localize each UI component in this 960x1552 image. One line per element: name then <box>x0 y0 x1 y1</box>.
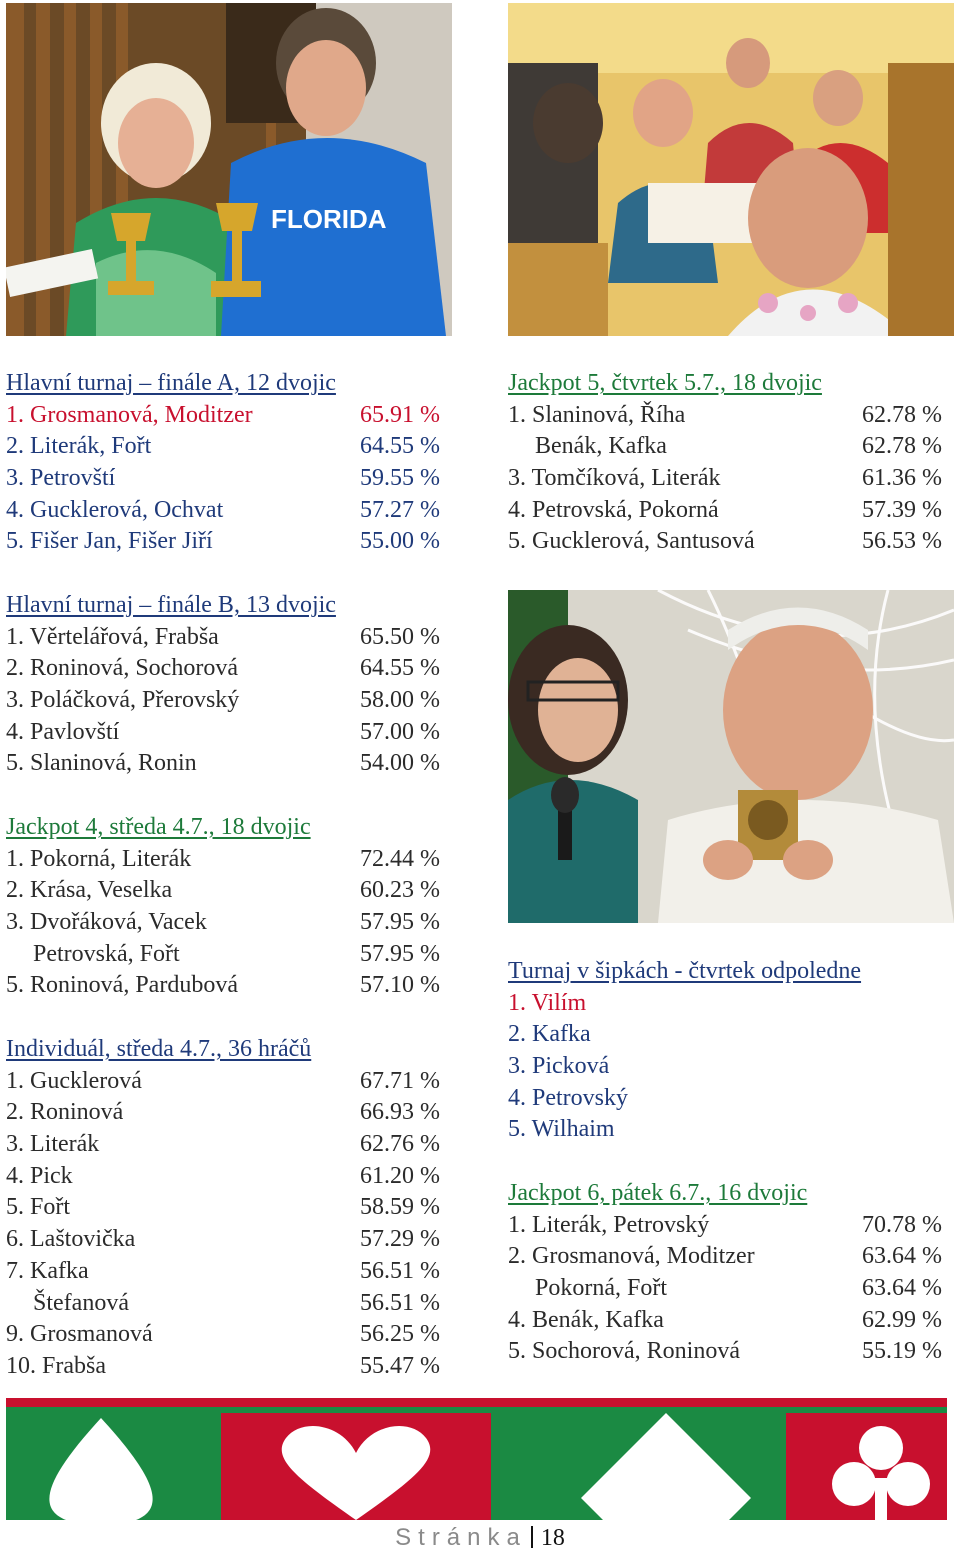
score-percent: 61.20 % <box>360 1162 440 1189</box>
score-percent: 62.99 % <box>862 1306 942 1333</box>
results-jackpot-6 <box>508 1178 956 1368</box>
pair-name: 5. Sochorová, Roninová <box>508 1338 740 1365</box>
svg-text:FLORIDA: FLORIDA <box>271 204 387 234</box>
result-row <box>6 1129 454 1161</box>
pair-name: 2. Krása, Veselka <box>6 877 173 904</box>
score-percent: 57.39 % <box>862 496 942 523</box>
score-percent: 57.00 % <box>360 718 440 745</box>
player-name: Štefanová <box>33 1289 129 1316</box>
player-name: 4. Pick <box>6 1162 73 1189</box>
score-percent: 64.55 % <box>360 433 440 460</box>
separator <box>531 1526 533 1548</box>
result-row <box>6 875 454 907</box>
pair-name: 1. Věrtelářová, Frabša <box>6 623 219 650</box>
result-row <box>6 526 454 558</box>
heart-icon <box>221 1413 491 1520</box>
player-name: 1. Gucklerová <box>6 1067 142 1094</box>
result-row <box>6 1288 454 1320</box>
score-percent: 56.53 % <box>862 528 942 555</box>
section-title: Jackpot 6, pátek 6.7., 16 dvojic <box>508 1180 808 1206</box>
result-row <box>508 431 956 463</box>
score-percent: 55.00 % <box>360 528 440 555</box>
score-percent: 61.36 % <box>862 465 942 492</box>
score-percent: 57.27 % <box>360 496 440 523</box>
results-darts <box>508 956 956 1146</box>
result-row <box>6 1066 454 1098</box>
score-percent: 55.47 % <box>360 1352 440 1379</box>
page-footer <box>0 1524 960 1552</box>
player-name: 5. Wilhaim <box>508 1116 615 1143</box>
player-name: 10. Frabša <box>6 1352 106 1379</box>
photo-trophy-winners <box>6 3 452 336</box>
result-row <box>6 907 454 939</box>
result-row <box>6 717 454 749</box>
section-title: Turnaj v šipkách - čtvrtek odpoledne <box>508 958 862 984</box>
score-percent: 65.91 % <box>360 401 440 428</box>
pair-name: 2. Roninová, Sochorová <box>6 655 238 682</box>
player-name: 2. Kafka <box>508 1021 591 1048</box>
pair-name: 5. Slaninová, Ronin <box>6 750 197 777</box>
result-row <box>508 1083 956 1115</box>
result-row <box>508 463 956 495</box>
player-name: 3. Literák <box>6 1131 100 1158</box>
score-percent: 56.25 % <box>360 1321 440 1348</box>
result-row <box>6 431 454 463</box>
pair-name: 1. Pokorná, Literák <box>6 845 192 872</box>
section-title: Hlavní turnaj – finále A, 12 dvojic <box>6 370 336 396</box>
section-title: Jackpot 4, středa 4.7., 18 dvojic <box>6 814 311 840</box>
pair-name: 1. Literák, Petrovský <box>508 1211 710 1238</box>
result-row <box>6 1224 454 1256</box>
section-title: Jackpot 5, čtvrtek 5.7., 18 dvojic <box>508 370 822 396</box>
score-percent: 55.19 % <box>862 1338 942 1365</box>
result-row <box>508 1273 956 1305</box>
score-percent: 62.78 % <box>862 401 942 428</box>
results-individual <box>6 1034 454 1383</box>
result-row <box>508 526 956 558</box>
pair-name: 5. Gucklerová, Santusová <box>508 528 755 555</box>
result-row <box>6 1097 454 1129</box>
result-row <box>6 748 454 780</box>
player-name: 4. Petrovský <box>508 1084 628 1111</box>
results-jackpot-5 <box>508 368 956 558</box>
score-percent: 56.51 % <box>360 1289 440 1316</box>
score-percent: 57.95 % <box>360 940 440 967</box>
player-name: 3. Picková <box>508 1053 610 1080</box>
pair-name: 3. Poláčková, Přerovský <box>6 687 240 714</box>
section-title: Hlavní turnaj – finále B, 13 dvojic <box>6 592 336 618</box>
results-jackpot-4 <box>6 812 454 1002</box>
score-percent: 62.76 % <box>360 1131 440 1158</box>
player-name: 5. Fořt <box>6 1194 71 1221</box>
score-percent: 63.64 % <box>862 1243 942 1270</box>
score-percent: 64.55 % <box>360 655 440 682</box>
pair-name: 2. Literák, Fořt <box>6 433 152 460</box>
score-percent: 72.44 % <box>360 845 440 872</box>
result-row <box>508 1210 956 1242</box>
pair-name: 4. Petrovská, Pokorná <box>508 496 719 523</box>
page-number: 18 <box>540 1525 565 1551</box>
score-percent: 62.78 % <box>862 433 942 460</box>
score-percent: 57.10 % <box>360 972 440 999</box>
score-percent: 59.55 % <box>360 465 440 492</box>
result-row <box>6 939 454 971</box>
pair-name: 3. Dvořáková, Vacek <box>6 909 207 936</box>
result-row <box>6 1351 454 1383</box>
card-suits-graphic <box>6 1398 947 1520</box>
section-title: Individuál, středa 4.7., 36 hráčů <box>6 1036 312 1062</box>
results-finale-b <box>6 590 454 780</box>
pair-name: 3. Petrovští <box>6 465 116 492</box>
score-percent: 63.64 % <box>862 1275 942 1302</box>
pair-name: 5. Fišer Jan, Fišer Jiří <box>6 528 213 555</box>
result-row <box>6 844 454 876</box>
score-percent: 54.00 % <box>360 750 440 777</box>
score-percent: 70.78 % <box>862 1211 942 1238</box>
pair-name: 4. Pavlovští <box>6 718 120 745</box>
photo-players-at-tables <box>508 3 954 336</box>
result-row <box>6 1192 454 1224</box>
score-percent: 60.23 % <box>360 877 440 904</box>
result-row <box>6 1319 454 1351</box>
score-percent: 58.00 % <box>360 687 440 714</box>
photo-darts-winner <box>508 590 954 923</box>
pair-name: 3. Tomčíková, Literák <box>508 465 721 492</box>
score-percent: 65.50 % <box>360 623 440 650</box>
player-name: 9. Grosmanová <box>6 1321 153 1348</box>
result-row <box>508 400 956 432</box>
result-row <box>6 1161 454 1193</box>
result-row <box>508 1114 956 1146</box>
score-percent: 66.93 % <box>360 1099 440 1126</box>
pair-name: 2. Grosmanová, Moditzer <box>508 1243 755 1270</box>
score-percent: 58.59 % <box>360 1194 440 1221</box>
score-percent: 57.95 % <box>360 909 440 936</box>
score-percent: 57.29 % <box>360 1226 440 1253</box>
result-row <box>508 495 956 527</box>
pair-name: 4. Gucklerová, Ochvat <box>6 496 224 523</box>
player-name: 1. Vilím <box>508 989 587 1016</box>
result-row <box>6 495 454 527</box>
result-row <box>6 653 454 685</box>
result-row <box>508 1336 956 1368</box>
result-row <box>6 463 454 495</box>
card-suits-banner <box>6 1398 947 1520</box>
score-percent: 56.51 % <box>360 1257 440 1284</box>
pair-name: 1. Grosmanová, Moditzer <box>6 401 253 428</box>
result-row <box>6 970 454 1002</box>
pair-name: 1. Slaninová, Říha <box>508 401 686 428</box>
result-row <box>508 1019 956 1051</box>
player-name: 7. Kafka <box>6 1257 89 1284</box>
result-row <box>6 400 454 432</box>
result-row <box>6 1256 454 1288</box>
result-row <box>508 1241 956 1273</box>
pair-name: Petrovská, Fořt <box>33 940 180 967</box>
result-row <box>6 622 454 654</box>
club-icon <box>786 1413 947 1520</box>
result-row <box>508 1051 956 1083</box>
score-percent: 67.71 % <box>360 1067 440 1094</box>
pair-name: 4. Benák, Kafka <box>508 1306 664 1333</box>
pair-name: Benák, Kafka <box>535 433 667 460</box>
result-row <box>508 988 956 1020</box>
result-row <box>508 1305 956 1337</box>
page-label: Stránka <box>395 1524 527 1551</box>
result-row <box>6 685 454 717</box>
pair-name: 5. Roninová, Pardubová <box>6 972 238 999</box>
results-finale-a <box>6 368 454 558</box>
player-name: 6. Laštovička <box>6 1226 136 1253</box>
pair-name: Pokorná, Fořt <box>535 1275 667 1302</box>
player-name: 2. Roninová <box>6 1099 124 1126</box>
